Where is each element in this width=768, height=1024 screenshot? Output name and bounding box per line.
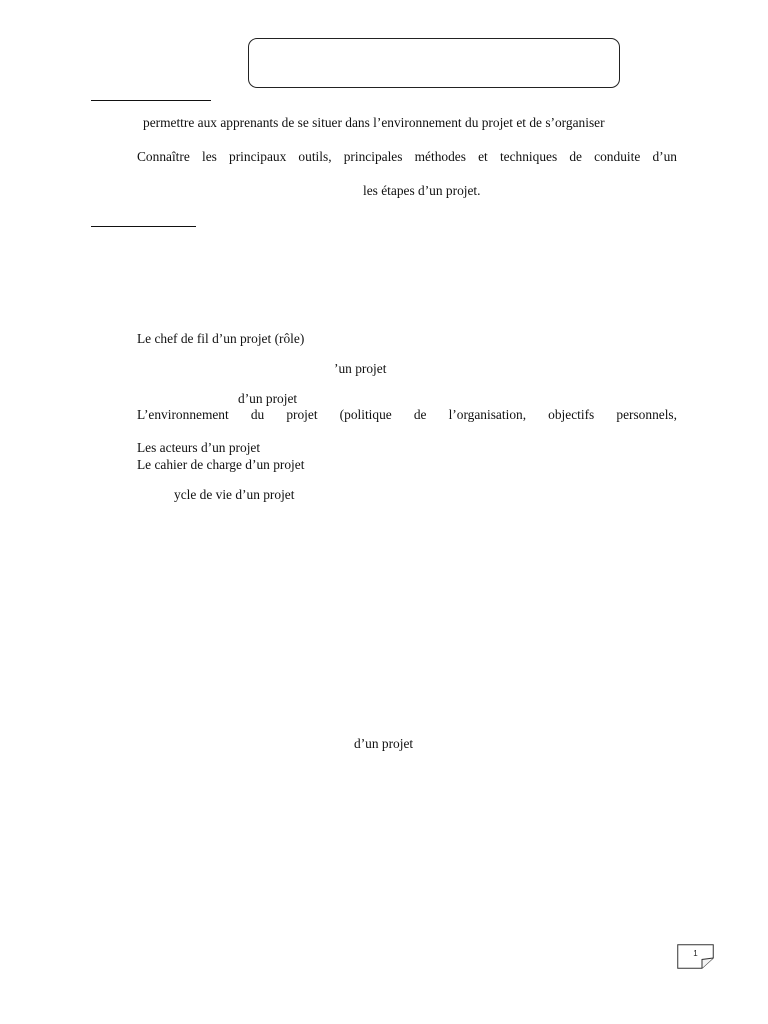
page-number: 1 bbox=[693, 949, 698, 958]
content-item-environnement: L’environnement du projet (politique de l’organisation, objectifs personnels, bbox=[137, 407, 677, 422]
section-underline-contents bbox=[91, 226, 196, 227]
content-item-d-un-projet: d’un projet bbox=[238, 391, 298, 406]
content-item-cycle-de-vie: ycle de vie d’un projet bbox=[174, 487, 295, 502]
page-number-tab bbox=[677, 944, 714, 969]
title-box bbox=[248, 38, 620, 88]
objective-line-1: permettre aux apprenants de se situer dans l’environnement du projet et de s’organiser bbox=[143, 115, 605, 130]
content-bottom-text: d’un projet bbox=[354, 736, 414, 751]
content-item-acteurs: Les acteurs d’un projet bbox=[137, 440, 261, 455]
section-underline-objectives bbox=[91, 100, 211, 101]
objective-line-3: les étapes d’un projet. bbox=[363, 183, 481, 198]
content-item-chef-de-fil: Le chef de fil d’un projet (rôle) bbox=[137, 331, 305, 346]
content-item-cahier-de-charge: Le cahier de charge d’un projet bbox=[137, 457, 305, 472]
objective-line-2: Connaître les principaux outils, principales méthodes et techniques de conduite d’un bbox=[137, 149, 677, 164]
content-item-un-projet: ’un projet bbox=[334, 361, 387, 376]
